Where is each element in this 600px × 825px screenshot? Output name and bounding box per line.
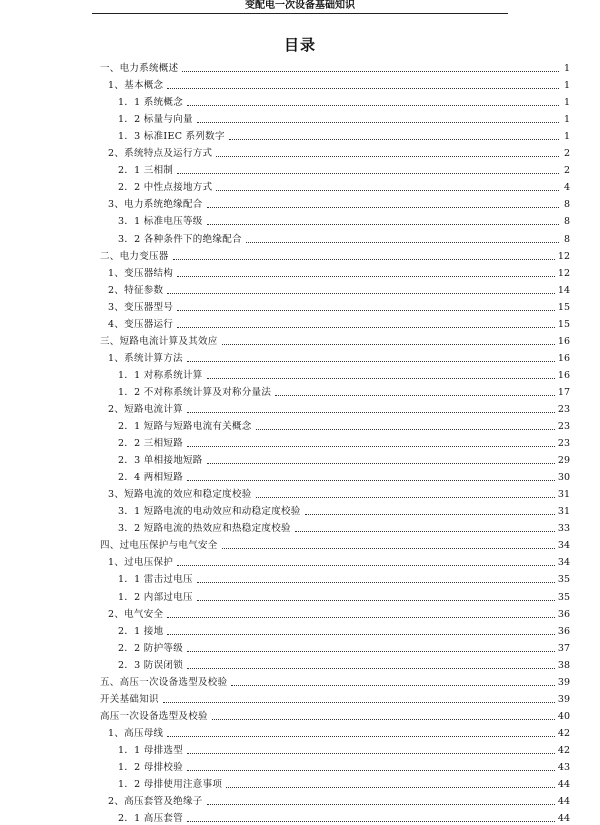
toc-entry-page-number: 8: [563, 233, 570, 245]
toc-entry[interactable]: [100, 740, 570, 757]
toc-entry-page-number: 44: [557, 796, 570, 808]
toc-dot-leader: [187, 821, 555, 822]
toc-entry[interactable]: [100, 467, 570, 484]
toc-dot-leader: [229, 139, 559, 140]
toc-title: 目录: [283, 36, 316, 54]
toc-entry-page-number: 14: [557, 284, 570, 296]
toc-entry-page-number: 8: [563, 216, 570, 228]
toc-entry[interactable]: [100, 791, 570, 808]
toc-entry[interactable]: [100, 382, 570, 399]
toc-entry-page-number: 15: [557, 301, 570, 313]
toc-dot-leader: [207, 207, 559, 208]
toc-dot-leader: [197, 122, 559, 123]
toc-entry[interactable]: [100, 280, 570, 297]
toc-entry[interactable]: [100, 399, 570, 416]
toc-dot-leader: [256, 429, 555, 430]
toc-dot-leader: [207, 463, 555, 464]
toc-entry-title: 2．2 中性点接地方式: [118, 182, 213, 194]
toc-entry[interactable]: [100, 246, 570, 263]
toc-entry[interactable]: [100, 569, 570, 586]
toc-entry-title: 3．2 各种条件下的绝缘配合: [118, 233, 242, 245]
toc-dot-leader: [173, 259, 555, 260]
toc-entry-page-number: 38: [557, 659, 570, 671]
toc-entry-title: 3．2 短路电流的热效应和热稳定度校验: [118, 523, 291, 535]
toc-dot-leader: [231, 685, 555, 686]
toc-entry-title: 开关基础知识: [100, 693, 159, 705]
toc-dot-leader: [295, 531, 555, 532]
toc-entry-title: 2．1 短路与短路电流有关概念: [118, 421, 252, 433]
toc-entry-page-number: 34: [557, 540, 570, 552]
toc-entry[interactable]: [100, 263, 570, 280]
toc-dot-leader: [187, 480, 555, 481]
toc-dot-leader: [212, 719, 555, 720]
toc-dot-leader: [167, 617, 555, 618]
toc-entry-page-number: 12: [557, 250, 570, 262]
toc-entry-title: 4、变压器运行: [108, 318, 174, 330]
toc-dot-leader: [197, 600, 555, 601]
toc-entry-page-number: 35: [557, 591, 570, 603]
toc-entry-page-number: 1: [563, 63, 570, 75]
toc-entry[interactable]: [100, 723, 570, 740]
toc-entry-title: 1、过电压保护: [108, 557, 174, 569]
toc-dot-leader: [246, 242, 559, 243]
toc-entry[interactable]: [100, 416, 570, 433]
toc-entry-title: 三、短路电流计算及其效应: [100, 335, 218, 347]
toc-dot-leader: [305, 514, 555, 515]
toc-entry[interactable]: [100, 808, 570, 825]
toc-entry-page-number: 42: [557, 727, 570, 739]
toc-dot-leader: [187, 753, 555, 754]
toc-entry-title: 2、短路电流计算: [108, 403, 183, 415]
toc-entry[interactable]: [100, 535, 570, 552]
toc-entry-page-number: 2: [563, 165, 570, 177]
toc-entry[interactable]: [100, 757, 570, 774]
toc-entry[interactable]: [100, 774, 570, 791]
toc-entry-page-number: 35: [557, 574, 570, 586]
toc-entry-title: 1、基本概念: [108, 80, 164, 92]
toc-entry-title: 2．4 两相短路: [118, 472, 184, 484]
toc-entry[interactable]: [100, 672, 570, 689]
toc-entry[interactable]: [100, 348, 570, 365]
header-rule: [92, 13, 508, 14]
toc-entry[interactable]: [100, 518, 570, 535]
toc-entry-page-number: 2: [563, 148, 570, 160]
toc-entry-title: 2．1 高压套管: [118, 813, 184, 825]
toc-dot-leader: [187, 651, 555, 652]
toc-entry[interactable]: [100, 706, 570, 723]
toc-dot-leader: [216, 190, 559, 191]
toc-dot-leader: [177, 565, 555, 566]
toc-entry-title: 2、系统特点及运行方式: [108, 148, 213, 160]
toc-entry-page-number: 36: [557, 625, 570, 637]
toc-entry-title: 1．1 母排选型: [118, 744, 184, 756]
toc-entry-page-number: 12: [557, 267, 570, 279]
toc-entry-page-number: 42: [557, 744, 570, 756]
toc-entry-title: 1、高压母线: [108, 727, 164, 739]
toc-dot-leader: [177, 173, 559, 174]
toc-entry[interactable]: [100, 433, 570, 450]
toc-entry-title: 2．1 接地: [118, 625, 164, 637]
toc-entry[interactable]: [100, 297, 570, 314]
toc-dot-leader: [187, 446, 555, 447]
toc-entry[interactable]: [100, 586, 570, 603]
toc-entry[interactable]: [100, 211, 570, 228]
toc-entry[interactable]: [100, 314, 570, 331]
toc-entry-page-number: 16: [557, 352, 570, 364]
toc-entry[interactable]: [100, 75, 570, 92]
toc-entry-title: 2、特征参数: [108, 284, 164, 296]
running-header: 变配电一次设备基础知识: [245, 0, 355, 11]
toc-entry[interactable]: [100, 126, 570, 143]
toc-entry-page-number: 31: [557, 489, 570, 501]
toc-entry-title: 1．1 雷击过电压: [118, 574, 193, 586]
toc-entry-title: 3．1 短路电流的电动效应和动稳定度校验: [118, 506, 301, 518]
toc-dot-leader: [222, 344, 555, 345]
toc-entry-page-number: 29: [557, 455, 570, 467]
toc-dot-leader: [187, 770, 555, 771]
toc-dot-leader: [222, 548, 555, 549]
toc-dot-leader: [216, 156, 559, 157]
toc-entry-title: 1、系统计算方法: [108, 352, 183, 364]
toc-entry-title: 2、高压套管及绝缘子: [108, 796, 203, 808]
toc-dot-leader: [207, 224, 559, 225]
toc-entry-title: 1．2 母排使用注意事项: [118, 779, 223, 791]
toc-entry[interactable]: [100, 194, 570, 211]
toc-dot-leader: [187, 105, 559, 106]
toc-dot-leader: [256, 497, 555, 498]
toc-entry-page-number: 17: [557, 386, 570, 398]
toc-entry-page-number: 44: [557, 779, 570, 791]
toc-entry-title: 1．2 母排校验: [118, 761, 184, 773]
toc-entry-page-number: 1: [563, 114, 570, 126]
toc-entry-page-number: 44: [557, 813, 570, 825]
toc-entry[interactable]: [100, 109, 570, 126]
toc-dot-leader: [197, 582, 555, 583]
toc-entry-title: 2．2 防护等级: [118, 642, 184, 654]
toc-entry[interactable]: [100, 228, 570, 245]
toc-entry[interactable]: [100, 160, 570, 177]
toc-entry[interactable]: [100, 552, 570, 569]
toc-entry[interactable]: [100, 58, 570, 75]
toc-dot-leader: [187, 361, 555, 362]
toc-entry-page-number: 1: [563, 131, 570, 143]
toc-entry[interactable]: [100, 501, 570, 518]
toc-entry-page-number: 37: [557, 642, 570, 654]
toc-entry-page-number: 23: [557, 403, 570, 415]
toc-entry-page-number: 31: [557, 506, 570, 518]
toc-entry[interactable]: [100, 92, 570, 109]
toc-entry-page-number: 8: [563, 199, 570, 211]
toc-entry-page-number: 16: [557, 335, 570, 347]
toc-entry-page-number: 39: [557, 676, 570, 688]
toc-dot-leader: [167, 293, 555, 294]
toc-entry[interactable]: [100, 177, 570, 194]
toc-entry-page-number: 4: [563, 182, 570, 194]
toc-entry-page-number: 43: [557, 761, 570, 773]
toc-dot-leader: [187, 668, 555, 669]
toc-entry-title: 1．2 标量与向量: [118, 114, 193, 126]
toc-entry-page-number: 23: [557, 438, 570, 450]
toc-entry[interactable]: [100, 143, 570, 160]
toc-entry-title: 1．2 不对称系统计算及对称分量法: [118, 386, 272, 398]
toc-dot-leader: [177, 327, 555, 328]
toc-entry-title: 二、电力变压器: [100, 250, 169, 262]
toc-entry-page-number: 1: [563, 80, 570, 92]
toc-dot-leader: [187, 412, 555, 413]
toc-entry-title: 2．2 三相短路: [118, 438, 184, 450]
toc-entry-title: 四、过电压保护与电气安全: [100, 540, 218, 552]
toc-entry[interactable]: [100, 604, 570, 621]
toc-dot-leader: [167, 88, 559, 89]
toc-dot-leader: [167, 736, 555, 737]
toc-entry-title: 1．1 对称系统计算: [118, 369, 203, 381]
toc-entry-page-number: 15: [557, 318, 570, 330]
toc-entry-title: 2．1 三相制: [118, 165, 174, 177]
toc-entry[interactable]: [100, 689, 570, 706]
toc-entry-page-number: 33: [557, 523, 570, 535]
toc-entry-title: 2．3 单相接地短路: [118, 455, 203, 467]
toc-dot-leader: [207, 804, 555, 805]
toc-entry-title: 1．1 系统概念: [118, 97, 184, 109]
toc-entry[interactable]: [100, 621, 570, 638]
toc-dot-leader: [177, 310, 555, 311]
toc-entry-page-number: 30: [557, 472, 570, 484]
toc-entry-page-number: 1: [563, 97, 570, 109]
toc-entry-title: 高压一次设备选型及校验: [100, 710, 208, 722]
toc-entry[interactable]: [100, 365, 570, 382]
toc-dot-leader: [163, 702, 555, 703]
toc-entry-page-number: 34: [557, 557, 570, 569]
toc-entry-title: 一、电力系统概述: [100, 63, 179, 75]
toc-entry-title: 3、短路电流的效应和稳定度校验: [108, 489, 252, 501]
toc-entry[interactable]: [100, 638, 570, 655]
toc-entry[interactable]: [100, 655, 570, 672]
toc-entry[interactable]: [100, 450, 570, 467]
toc-entry-page-number: 16: [557, 369, 570, 381]
toc-entry-title: 3、变压器型号: [108, 301, 174, 313]
toc-entry-title: 1、变压器结构: [108, 267, 174, 279]
toc-entry-title: 3．1 标准电压等级: [118, 216, 203, 228]
toc-dot-leader: [182, 71, 559, 72]
toc-entry-page-number: 23: [557, 421, 570, 433]
toc-entry[interactable]: [100, 484, 570, 501]
toc-entry-page-number: 40: [557, 710, 570, 722]
table-of-contents: [100, 58, 570, 825]
toc-entry-title: 2、电气安全: [108, 608, 164, 620]
toc-entry-title: 1．2 内部过电压: [118, 591, 193, 603]
toc-dot-leader: [275, 395, 555, 396]
toc-entry[interactable]: [100, 331, 570, 348]
toc-dot-leader: [207, 378, 555, 379]
toc-entry-title: 1．3 标准IEC 系列数字: [118, 131, 225, 143]
toc-dot-leader: [167, 634, 554, 635]
toc-entry-page-number: 39: [557, 693, 570, 705]
toc-dot-leader: [177, 276, 555, 277]
toc-entry-title: 3、电力系统绝缘配合: [108, 199, 203, 211]
toc-entry-title: 五、高压一次设备选型及校验: [100, 676, 228, 688]
toc-dot-leader: [226, 787, 555, 788]
toc-entry-title: 2．3 防误闭锁: [118, 659, 184, 671]
toc-entry-page-number: 36: [557, 608, 570, 620]
